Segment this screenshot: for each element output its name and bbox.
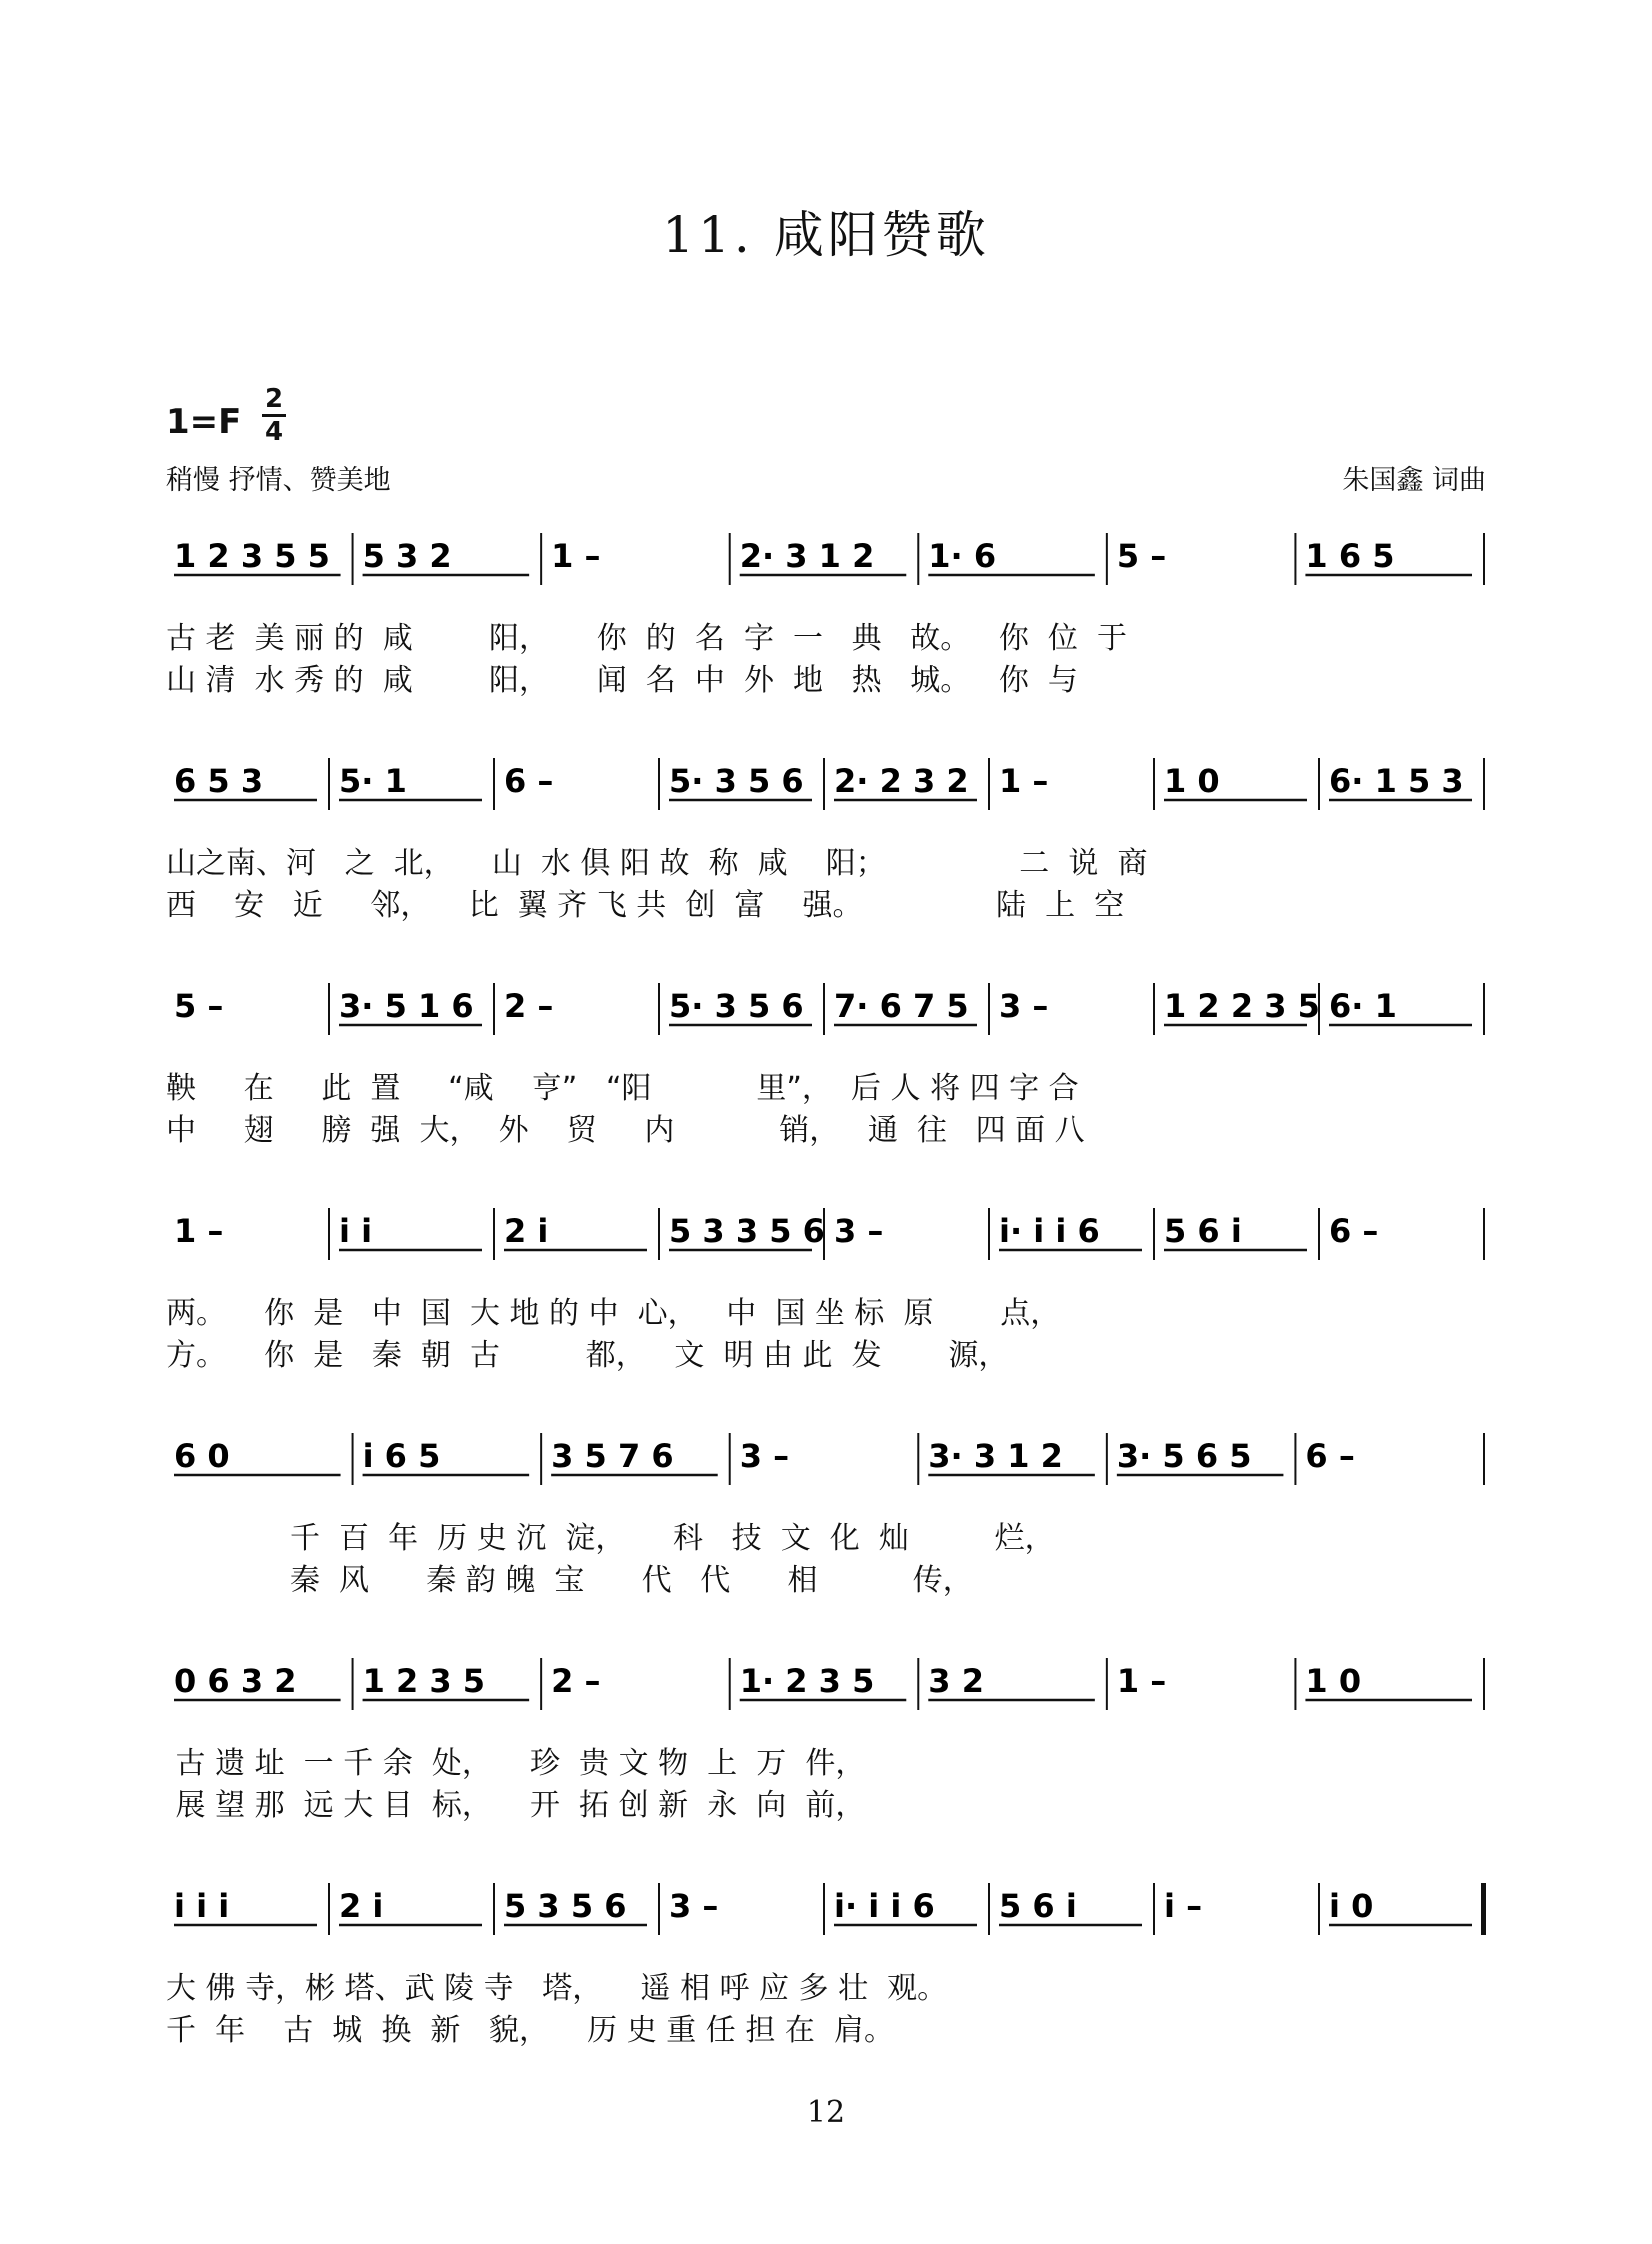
measure: 3 2 [928, 1662, 984, 1700]
score-system [166, 1875, 1486, 2048]
notation-line [166, 975, 1486, 1045]
measure: 5 6 i [1164, 1212, 1242, 1250]
score-system [166, 525, 1486, 698]
measure: 3 – [739, 1437, 790, 1475]
notation-svg [166, 975, 1486, 1045]
measure: 1 2 3 5 [362, 1662, 486, 1700]
measure: 5 3 2 [362, 537, 452, 575]
measure: 3· 5 6 5 [1116, 1437, 1252, 1475]
measure: 5· 3 5 6 [669, 987, 804, 1025]
lyric-line: 展 望 那 远 大 目 标， 开 拓 创 新 永 向 前， [166, 1788, 866, 1823]
lyric-line: 鞅 在 此 置 “咸 亨” “阳 里”， 后 人 将 四 字 合 [166, 1071, 1079, 1106]
measure: 2 – [504, 987, 554, 1025]
lyric-line: 大 佛 寺，彬 塔、武 陵 寺 塔， 遥 相 呼 应 多 壮 观。 [166, 1971, 948, 2006]
score-system [166, 975, 1486, 1148]
notation-svg [166, 1875, 1486, 1945]
measure: 2 – [551, 1662, 601, 1700]
lyric-line: 山 清 水 秀 的 咸 阳， 闻 名 中 外 地 热 城。 你 与 [166, 663, 1078, 698]
measure: i 6 5 [362, 1437, 441, 1475]
lyric-line: 两。 你 是 中 国 大 地 的 中 心， 中 国 坐 标 原 点， [166, 1296, 1061, 1331]
measure: 6 – [504, 762, 554, 800]
measure: 3· 5 1 6 [339, 987, 474, 1025]
measure: 1 – [1116, 1662, 1167, 1700]
measure: 3 5 7 6 [551, 1437, 674, 1475]
notation-svg [166, 1200, 1486, 1270]
score-system [166, 1650, 1486, 1823]
measure: 1· 2 3 5 [739, 1662, 875, 1700]
measure: 2 i [339, 1887, 384, 1925]
tempo-marking: 稍慢 抒情、赞美地 [166, 465, 391, 496]
measure: i i [339, 1212, 373, 1250]
measure: i· i i 6 [999, 1212, 1100, 1250]
lyric-line: 山之南、河 之 北， 山 水 俱 阳 故 称 咸 阳； 二 说 商 [166, 846, 1148, 881]
notation-line [166, 1200, 1486, 1270]
score-system [166, 1425, 1486, 1598]
key-signature: 1=F [166, 402, 242, 442]
measure: 5 – [1116, 537, 1167, 575]
measure: 1 0 [1164, 762, 1220, 800]
lyric-line: 千 年 古 城 换 新 貌， 历 史 重 任 担 在 肩。 [166, 2013, 894, 2048]
measure: 2· 2 3 2 [834, 762, 969, 800]
measure: 1 0 [1305, 1662, 1362, 1700]
measure: 1 2 3 5 5 [174, 537, 330, 575]
measure: 5 6 i [999, 1887, 1077, 1925]
measure: 1 – [174, 1212, 224, 1250]
measure: 5 3 5 6 [504, 1887, 627, 1925]
time-signature-bottom: 4 [264, 417, 284, 447]
measure: 1 – [999, 762, 1049, 800]
notation-line [166, 1650, 1486, 1720]
measure: 6· 1 [1329, 987, 1397, 1025]
lyric-line: 方。 你 是 秦 朝 古 都， 文 明 由 此 发 源， [166, 1338, 1009, 1373]
measure: 1· 6 [928, 537, 997, 575]
notation-line [166, 1425, 1486, 1495]
lyric-line: 古 老 美 丽 的 咸 阳， 你 的 名 字 一 典 故。 你 位 于 [166, 621, 1127, 656]
measure: 2 i [504, 1212, 549, 1250]
song-title: 11. 咸阳赞歌 [662, 206, 990, 264]
measure: 5 3 3 5 6 [669, 1212, 825, 1250]
notation-svg [166, 1425, 1486, 1495]
lyric-line: 中 翅 膀 强 大， 外 贸 内 销， 通 往 四 面 八 [166, 1113, 1085, 1148]
measure: 5· 3 5 6 [669, 762, 804, 800]
measure: 6· 1 5 3 [1329, 762, 1464, 800]
measure: 1 6 5 [1305, 537, 1395, 575]
measure: 3· 3 1 2 [928, 1437, 1063, 1475]
measure: 0 6 3 2 [174, 1662, 297, 1700]
measure: 5 – [174, 987, 224, 1025]
notation-line [166, 525, 1486, 595]
measure: 6 5 3 [174, 762, 264, 800]
measure: 5· 1 [339, 762, 407, 800]
notation-line [166, 1875, 1486, 1945]
measure: 3 – [999, 987, 1049, 1025]
notation-svg [166, 750, 1486, 820]
measure: 1 – [551, 537, 601, 575]
composer-credit: 朱国鑫 词曲 [1342, 465, 1486, 496]
measure: i – [1164, 1887, 1203, 1925]
measure: 6 – [1305, 1437, 1355, 1475]
measure: 3 – [834, 1212, 884, 1250]
score-system [166, 750, 1486, 923]
time-signature-top: 2 [264, 384, 284, 414]
measure: 7· 6 7 5 [834, 987, 969, 1025]
measure: i· i i 6 [834, 1887, 935, 1925]
lyric-line: 千 百 年 历 史 沉 淀， 科 技 文 化 灿 烂， [166, 1521, 1055, 1556]
measure: 3 – [669, 1887, 719, 1925]
measure: i i i [174, 1887, 230, 1925]
lyric-line: 古 遗 址 一 千 余 处， 珍 贵 文 物 上 万 件， [166, 1746, 866, 1781]
notation-svg [166, 1650, 1486, 1720]
lyric-line: 秦 风 秦 韵 魄 宝 代 代 相 传， [166, 1563, 973, 1598]
measure: 1 2 2 3 5 [1164, 987, 1320, 1025]
measure: 2· 3 1 2 [739, 537, 875, 575]
measure: 6 – [1329, 1212, 1379, 1250]
score-system [166, 1200, 1486, 1373]
notation-svg [166, 525, 1486, 595]
measure: i 0 [1329, 1887, 1374, 1925]
page-number: 12 [806, 2095, 846, 2130]
time-signature [258, 384, 290, 447]
notation-line [166, 750, 1486, 820]
measure: 6 0 [174, 1437, 230, 1475]
lyric-line: 西 安 近 邻， 比 翼 齐 飞 共 创 富 强。 陆 上 空 [166, 888, 1125, 923]
